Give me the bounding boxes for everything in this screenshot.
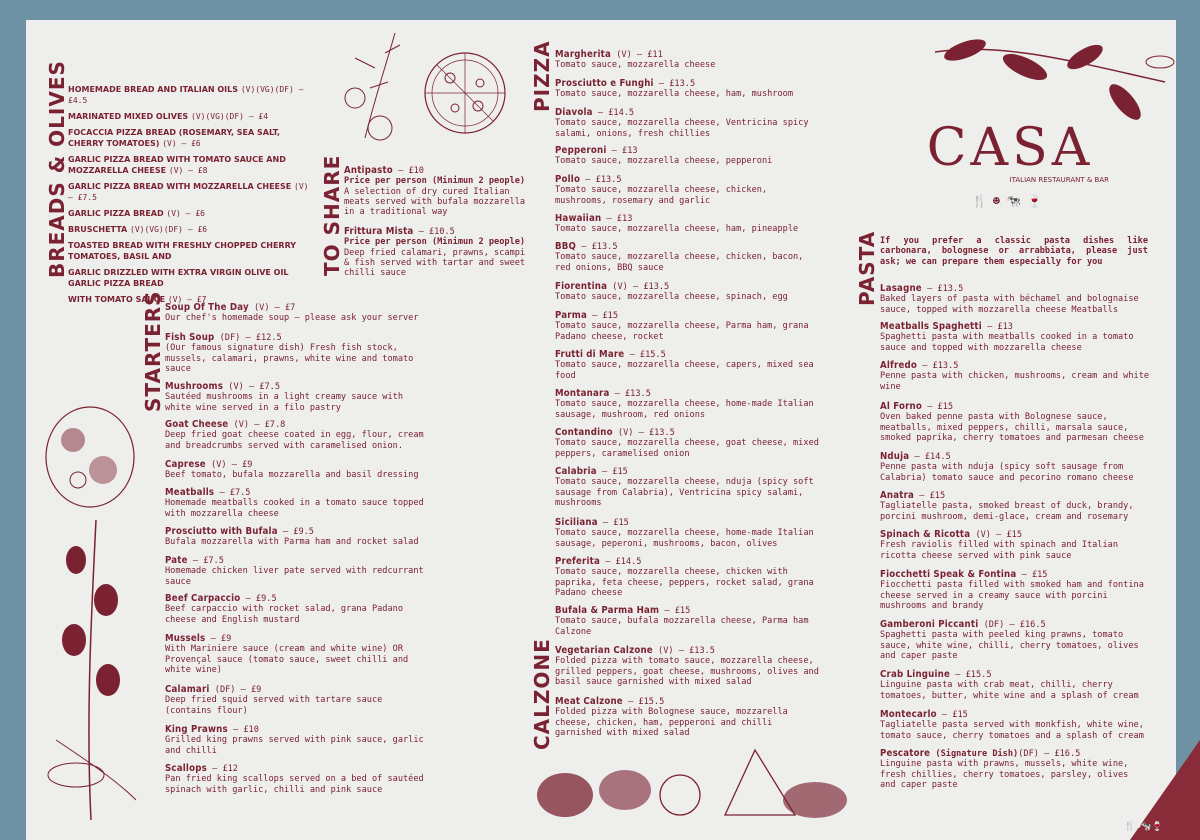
calzone-heading: CALZONE [530, 638, 554, 750]
menu-item: Nduja – £14.5 Penne pasta with nduja (spicy soft sausage from Calabria) tomato sauce and pecorino romano cheese [880, 451, 1134, 483]
food-icons: 🍴☻🐄🍷 [971, 194, 1049, 208]
menu-item: Pepperoni – £13 Tomato sauce, mozzarella cheese, pepperoni [555, 145, 773, 167]
menu-item: Frutti di Mare – £15.5 Tomato sauce, mozzarella cheese, capers, mixed sea food [555, 349, 814, 381]
list-item: GARLIC PIZZA BREAD (V) – £6 [68, 209, 205, 218]
menu-item: Pollo – £13.5 Tomato sauce, mozzarella cheese, chicken, mushrooms, rosemary and garlic [555, 174, 768, 206]
menu-item: Meatballs Spaghetti – £13 Spaghetti pasta with meatballs cooked in a tomato sauce and topped with mozzarella cheese [880, 321, 1134, 353]
menu-item: Spinach & Ricotta (V) – £15 Fresh raviolis filled with spinach and Italian ricotta cheese served with pink sauce [880, 529, 1118, 561]
starters-heading: STARTERS [141, 290, 165, 412]
restaurant-logo [905, 120, 1115, 208]
menu-item: Hawaiian – £13 Tomato sauce, mozzarella cheese, ham, pineapple [555, 213, 799, 235]
list-item: FOCACCIA PIZZA BREAD (ROSEMARY, SEA SALT, CHERRY TOMATOES) (V) – £6 [68, 128, 281, 148]
pasta-heading: PASTA [855, 230, 879, 306]
pizza-heading: PIZZA [530, 40, 554, 112]
menu-item: Crab Linguine – £15.5 Linguine pasta with crab meat, chilli, cherry tomatoes, butter, white wine and a splash of cream [880, 669, 1139, 701]
menu-item: Gamberoni Piccanti (DF) – £16.5 Spaghetti pasta with peeled king prawns, tomato sauce, white wine, chilli, cherry tomatoes, olives and caper paste [880, 619, 1139, 661]
list-item: GARLIC PIZZA BREAD WITH TOMATO SAUCE AND MOZZARELLA CHEESE (V) – £8 [68, 155, 286, 175]
platter-sketch-icon [38, 400, 143, 515]
list-item: TOASTED BREAD WITH FRESHLY CHOPPED CHERRY TOMATOES, BASIL AND [68, 241, 297, 261]
menu-item: Scallops – £12 Pan fried king scallops served on a bed of sautéed spinach with garlic, chilli and pink sauce [165, 763, 424, 795]
herb-sketch-icon [325, 28, 415, 143]
vegetables-sketch-icon [515, 740, 855, 830]
foxglove-sketch-icon [36, 520, 146, 820]
menu-item: Calabria – £15 Tomato sauce, mozzarella cheese, nduja (spicy soft sausage from Calabria), Ventricina spicy salami, mushrooms [555, 466, 814, 508]
menu-item: Parma – £15 Tomato sauce, mozzarella cheese, Parma ham, grana Padano cheese, rocket [555, 310, 809, 342]
menu-item: Montanara – £13.5 Tomato sauce, mozzarella cheese, home-made Italian sausage, mushroom, red onions [555, 388, 814, 420]
menu-item: Mushrooms (V) – £7.5 Sautéed mushrooms in a light creamy sauce with white wine served in a filo pastry [165, 381, 403, 413]
basil-sprig-icon [925, 22, 1180, 132]
menu-item: Vegetarian Calzone (V) – £13.5 Folded pizza with tomato sauce, mozzarella cheese, grilled peppers, goat cheese, mushrooms, olives and basil sauce garnished with mixed salad [555, 645, 819, 687]
menu-item: Siciliana – £15 Tomato sauce, mozzarella cheese, home-made Italian sausage, peperoni, mushrooms, bacon, olives [555, 517, 814, 549]
menu-item: Contandino (V) – £13.5 Tomato sauce, mozzarella cheese, goat cheese, mixed peppers, caramelised onion [555, 427, 819, 459]
menu-item: Prosciutto with Bufala – £9.5 Bufala mozzarella with Parma ham and rocket salad [165, 526, 419, 548]
logo-name: CASA [926, 118, 1094, 178]
list-item: GARLIC PIZZA BREAD WITH MOZZARELLA CHEESE (V) – £7.5 [68, 182, 309, 202]
menu-item: Al Forno – £15 Oven baked penne pasta with Bolognese sauce, meatballs, mixed peppers, chilli, marsala sauce, smoked paprika, cherry tomatoes and parmesan cheese [880, 401, 1144, 443]
list-item: WITH TOMATO SAUCE (V) – £7 [68, 295, 207, 304]
menu-item: Pate – £7.5 Homemade chicken liver pate served with redcurrant sauce [165, 555, 424, 587]
menu-item: Diavola – £14.5 Tomato sauce, mozzarella cheese, Ventricina spicy salami, onions, fresh chillies [555, 107, 809, 139]
menu-item: Fiocchetti Speak & Fontina – £15 Fiocchetti pasta filled with smoked ham and fontina cheese served in a creamy sauce with porcini mushrooms and brandy [880, 569, 1144, 611]
pizza-sketch-icon [420, 48, 510, 138]
list-item: GARLIC DRIZZLED WITH EXTRA VIRGIN OLIVE OIL GARLIC PIZZA BREAD [68, 268, 289, 288]
menu-item: Bufala & Parma Ham – £15 Tomato sauce, bufala mozzarella cheese, Parma ham Calzone [555, 605, 809, 637]
menu-item: Caprese (V) – £9 Beef tomato, bufala mozzarella and basil dressing [165, 459, 419, 481]
menu-item: Beef Carpaccio – £9.5 Beef carpaccio with rocket salad, grana Padano cheese and English mustard [165, 593, 403, 625]
menu-item: Lasagne – £13.5 Baked layers of pasta with béchamel and bolognaise sauce, topped with mozzarella cheese Meatballs [880, 283, 1139, 315]
menu-item: Meatballs – £7.5 Homemade meatballs cooked in a tomato sauce topped with mozzarella cheese [165, 487, 424, 519]
menu-item: Fiorentina (V) – £13.5 Tomato sauce, mozzarella cheese, spinach, egg [555, 281, 788, 303]
menu-item: Anatra – £15 Tagliatelle pasta, smoked breast of duck, brandy, porcini mushroom, demi-glace, cream and rosemary [880, 490, 1134, 522]
menu-item: Calamari (DF) – £9 Deep fried squid served with tartare sauce (contains flour) [165, 684, 383, 716]
menu-item: Margherita (V) – £11 Tomato sauce, mozzarella cheese [555, 49, 716, 71]
menu-item: Preferita – £14.5 Tomato sauce, mozzarella cheese, chicken with paprika, feta cheese, peppers, rocket salad, grana Padano cheese [555, 556, 814, 598]
list-item: HOMEMADE BREAD AND ITALIAN OILS (V)(VG)(DF) – £4.5 [68, 85, 304, 105]
menu-item: BBQ – £13.5 Tomato sauce, mozzarella cheese, chicken, bacon, red onions, BBQ sauce [555, 241, 804, 273]
breads-heading: BREADS & OLIVES [45, 60, 69, 278]
menu-item: Soup Of The Day (V) – £7 Our chef's homemade soup – please ask your server [165, 302, 419, 324]
menu-item: Prosciutto e Funghi – £13.5 Tomato sauce, mozzarella cheese, ham, mushroom [555, 78, 793, 100]
menu-item: King Prawns – £10 Grilled king prawns served with pink sauce, garlic and chilli [165, 724, 424, 756]
menu-item: Frittura Mista – £10.5 Price per person (Minimun 2 people) Deep fried calamari, prawns, scampi & fish served with tartar and sweet chilli sauce [344, 226, 526, 279]
menu-item: Montecarlo – £15 Tagliatelle pasta served with monkfish, white wine, tomato sauce, cherry tomatoes and a splash of cream [880, 709, 1144, 741]
list-item: MARINATED MIXED OLIVES (V)(VG)(DF) – £4 [68, 112, 269, 121]
pasta-intro: If you prefer a classic pasta dishes like carbonara, bolognese or arrabbiata, please just ask; we can prepare them especially for you [880, 236, 1148, 267]
menu-item: Alfredo – £13.5 Penne pasta with chicken, mushrooms, cream and white wine [880, 360, 1150, 392]
menu-item: Mussels – £9 With Mariniere sauce (cream and white wine) OR Provençal sauce (tomato sauce, sweet chilli and white wine) [165, 633, 409, 675]
share-heading: TO SHARE [320, 154, 344, 276]
footer-icons: 🍴☻🐄🍷 [1124, 822, 1164, 832]
list-item: BRUSCHETTA (V)(VG)(DF) – £6 [68, 225, 208, 234]
logo-tagline: ITALIAN RESTAURANT & BAR [1009, 176, 1109, 184]
menu-item: Antipasto – £10 Price per person (Minimun 2 people) A selection of dry cured Italian meats served with bufala mozzarella in a traditional way [344, 165, 526, 218]
menu-item: Meat Calzone – £15.5 Folded pizza with Bolognese sauce, mozzarella cheese, chicken, ham, pepperoni and chilli garnished with mixed salad [555, 696, 788, 738]
breads-list [68, 84, 318, 305]
menu-item: Fish Soup (DF) – £12.5 (Our famous signature dish) Fresh fish stock, mussels, calamari, prawns, white wine and tomato sauce [165, 332, 414, 374]
menu-item: Pescatore (Signature Dish)(DF) – £16.5 Linguine pasta with prawns, mussels, white wine, fresh chillies, cherry tomatoes, parsley, olives and caper paste [880, 748, 1129, 790]
menu-item: Goat Cheese (V) – £7.8 Deep fried goat cheese coated in egg, flour, cream and breadcrumbs served with caramelised onion. [165, 419, 424, 451]
